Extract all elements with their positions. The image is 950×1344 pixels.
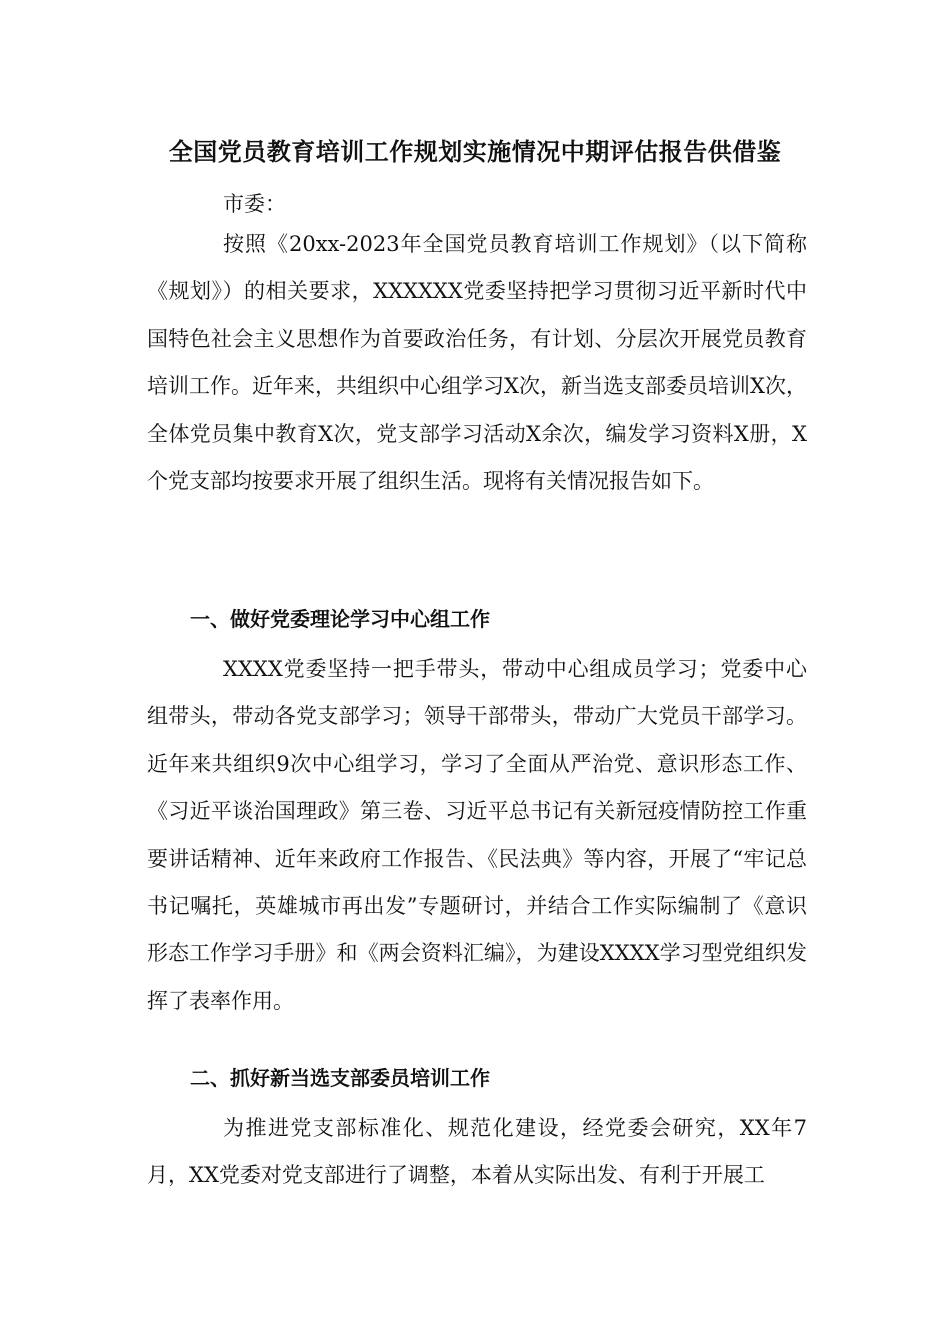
section-1-paragraph: XXXX党委坚持一把手带头，带动中心组成员学习；党委中心组带头，带动各党支部学习；领导干部带头，带动广大党员干部学习。近年来共组织9次中心组学习，学习了全面从严治党、意识形态工作、《习近平谈治国理政》第三卷、习近平总书记有关新冠疫情防控工作重要讲话精神、近年来政府工作报告、《民法典》等内容，开展了“牢记总书记嘱托，英雄城市再出发”专题研讨，并结合工作实际编制了《意识形态工作学习手册》和《两会资料汇编》，为建设XXXX学习型党组织发挥了表率作用。 (147, 657, 807, 1013)
section-heading-1: 一、做好党委理论学习中心组工作 (190, 607, 490, 631)
intro-paragraph: 按照《20xx-2023年全国党员教育培训工作规划》（以下简称《规划》）的相关要求，XXXXXX党委坚持把学习贯彻习近平新时代中国特色社会主义思想作为首要政治任务，有计划、分层次开展党员教育培训工作。近年来，共组织中心组学习X次，新当选支部委员培训X次，全体党员集中教育X次，党支部学习活动X余次，编发学习资料X册，X个党支部均按要求开展了组织生活。现将有关情况报告如下。 (147, 232, 807, 494)
section-heading-2: 二、抓好新当选支部委员培训工作 (190, 1066, 490, 1090)
salutation: 市委： (223, 192, 286, 216)
section-2-paragraph: 为推进党支部标准化、规范化建设，经党委会研究，XX年7月，XX党委对党支部进行了调整，本着从实际出发、有利于开展工 (147, 1116, 807, 1188)
document-title: 全国党员教育培训工作规划实施情况中期评估报告供借鉴 (168, 137, 782, 166)
